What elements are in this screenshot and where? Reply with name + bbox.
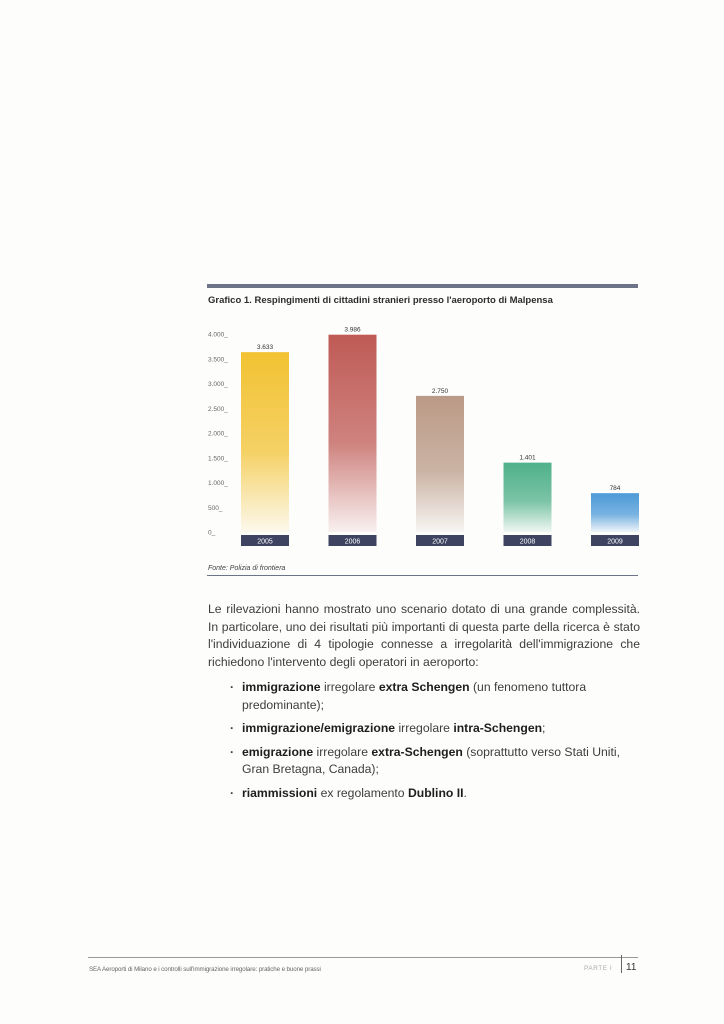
bar [416, 396, 464, 532]
footer-part-label: PARTE I [584, 965, 613, 972]
chart-title: Grafico 1. Respingimenti di cittadini stranieri presso l'aeroporto di Malpensa [208, 295, 553, 306]
y-axis [208, 332, 228, 537]
y-tick-label: 4.000_ [208, 331, 228, 339]
body-paragraph: Le rilevazioni hanno mostrato uno scenario dotato di una grande complessità. In particolare, uno dei risultati più importanti di questa parte della ricerca è stato l'individuazione di 4 tipologie connesse a irregolarità dell'immigrazione che richiedono l'intervento degli operatori in aeroporto: [208, 602, 640, 669]
bar-value-label: 3.986 [344, 326, 361, 334]
chart-source: Fonte: Polizia di frontiera [208, 565, 286, 572]
bar-value-label: 1.401 [519, 454, 536, 462]
category-label: 2009 [607, 538, 623, 546]
bar-value-label: 784 [609, 485, 621, 493]
bar-value-label: 2.750 [431, 387, 449, 395]
y-tick-label: 3.500_ [208, 356, 228, 364]
chart-bottom-rule [207, 575, 638, 576]
chart-bars [241, 327, 639, 546]
page-number: 11 [626, 962, 637, 973]
bar [591, 493, 639, 532]
chart-top-rule [207, 284, 638, 288]
bar [241, 352, 289, 532]
y-tick-label: 0_ [208, 529, 216, 537]
bar [329, 335, 377, 532]
list-item: · immigrazione/emigrazione irregolare intra-Schengen; [230, 720, 640, 738]
footer-rule [88, 957, 638, 958]
bar-value-label: 3.633 [256, 344, 274, 352]
list-item: · riammissioni ex regolamento Dublino II. [230, 785, 640, 803]
list-item: · emigrazione irregolare extra-Schengen (soprattutto verso Stati Uniti, Gran Bretagna, Canada); [230, 744, 640, 779]
category-label: 2007 [432, 538, 448, 546]
y-tick-label: 1.000_ [208, 480, 228, 487]
footer-publication-title: SEA Aeroporti di Milano e i controlli sull'immigrazione irregolare: pratiche e buone prassi [89, 966, 321, 973]
category-label: 2005 [257, 538, 273, 546]
list-item: · immigrazione irregolare extra Schengen (un fenomeno tuttora predominante); [230, 679, 640, 714]
y-tick-label: 500_ [208, 504, 223, 512]
y-tick-label: 3.000_ [208, 381, 228, 388]
bullet-list [230, 679, 640, 809]
category-label: 2006 [344, 538, 361, 546]
bar [504, 463, 552, 532]
y-tick-label: 2.500_ [208, 405, 228, 413]
footer-separator [621, 955, 622, 973]
bar-chart [200, 322, 640, 552]
category-label: 2008 [519, 538, 536, 546]
y-tick-label: 2.000_ [208, 430, 228, 438]
y-tick-label: 1.500_ [208, 455, 228, 463]
